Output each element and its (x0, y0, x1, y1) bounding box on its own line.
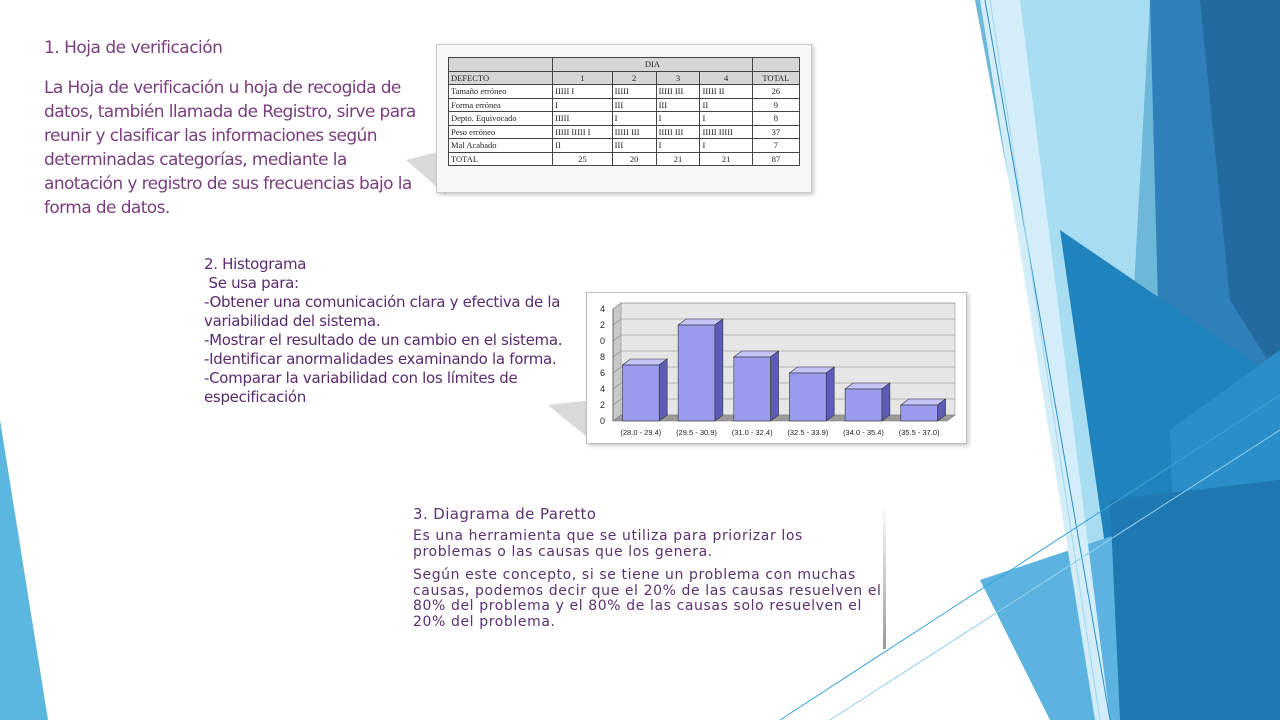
cell-tally: IIIII III (656, 85, 700, 99)
cell-defect: Tamaño erróneo (449, 85, 553, 99)
section3-paragraph-1: Es una herramienta que se utiliza para priorizar los problemas o las causas que los genera. (413, 528, 803, 560)
section2-bullet: -Comparar la variabilidad con los límites de especificación (204, 369, 522, 406)
cell-day-total: 20 (612, 152, 656, 166)
cell-tally: I (700, 112, 752, 126)
header-dia: DIA (553, 58, 753, 72)
bar-side (771, 351, 779, 421)
cell-total: 37 (752, 125, 799, 139)
bar-side (882, 383, 890, 421)
cell-defect: Depto. Equivocado (449, 112, 553, 126)
section2-bullet: -Obtener una comunicación clara y efectiva de la variabilidad del sistema. (204, 293, 565, 330)
cell-tally: I (656, 112, 700, 126)
header-cell-blank (449, 58, 553, 72)
x-tick-label: (32.5 - 33.9) (787, 428, 829, 437)
cell-tally: IIIII IIIII I (553, 125, 613, 139)
cell-tally: II (553, 139, 613, 153)
y-tick-label: 0 (599, 336, 605, 346)
cell-total: 9 (752, 98, 799, 112)
histogram-chart (587, 293, 966, 443)
section3-paragraph-2: Según este concepto, si se tiene un problema con muchas causas, podemos decir que el 20% de las causas resuelven el 80% del problema y el 80% de las causas solo resuelven el 20% del problema. (413, 567, 882, 630)
cell-total: 26 (752, 85, 799, 99)
section2-text (204, 255, 574, 407)
table-row-total (449, 152, 800, 166)
bar (678, 325, 715, 421)
x-tick-label: (28.0 - 29.4) (620, 428, 662, 437)
x-tick-label: (31.0 - 32.4) (731, 428, 773, 437)
cell-defect: Peso erróneo (449, 125, 553, 139)
section1-title: 1. Hoja de verificación (44, 38, 223, 58)
x-tick-label: (34.0 - 35.4) (843, 428, 884, 437)
cell-tally: II (700, 98, 752, 112)
header-cell-blank (752, 58, 799, 72)
cell-tally: I (656, 139, 700, 153)
cell-tally: I (700, 139, 752, 153)
cell-tally: IIIII I (553, 85, 613, 99)
col-defecto: DEFECTO (449, 71, 553, 85)
cell-grand-total: 87 (752, 152, 799, 166)
cell-tally: IIIII III (612, 125, 656, 139)
table-row (449, 125, 800, 139)
section2-subtitle: Se usa para: (204, 274, 299, 292)
col-day-1: 1 (553, 71, 613, 85)
cell-total: 8 (752, 112, 799, 126)
y-tick-label: 4 (599, 304, 605, 314)
check-sheet-table (448, 57, 800, 166)
table-row (449, 98, 800, 112)
bar (622, 365, 659, 421)
cell-day-total: 25 (553, 152, 613, 166)
col-day-4: 4 (700, 71, 752, 85)
cell-day-total: 21 (656, 152, 700, 166)
y-tick-label: 2 (599, 400, 605, 410)
check-sheet-image (436, 44, 812, 193)
cell-tally: III (612, 139, 656, 153)
x-tick-label: (29.5 - 30.9) (676, 428, 717, 437)
bar-side (659, 359, 667, 421)
cell-total: 7 (752, 139, 799, 153)
col-total: TOTAL (752, 71, 799, 85)
chart-back-wall (621, 303, 955, 415)
y-tick-label: 0 (599, 416, 605, 426)
table-row (449, 85, 800, 99)
section2-bullet: -Identificar anormalidades examinando la forma. (204, 350, 557, 368)
cell-tally: I (612, 112, 656, 126)
cell-tally: IIIII IIIII (700, 125, 752, 139)
cell-defect: Forma errónea (449, 98, 553, 112)
bar (845, 389, 882, 421)
x-tick-label: (35.5 - 37.0) (898, 428, 940, 437)
y-tick-label: 6 (599, 368, 605, 378)
section3-title: 3. Diagrama de Paretto (413, 505, 597, 523)
cell-tally: III (612, 98, 656, 112)
bar (789, 373, 826, 421)
chart-side-wall (613, 303, 621, 421)
col-day-2: 2 (612, 71, 656, 85)
cell-tally: IIIII II (700, 85, 752, 99)
cell-tally: III (656, 98, 700, 112)
cell-tally: IIIII (553, 112, 613, 126)
section1-body: La Hoja de verificación u hoja de recogida de datos, también llamada de Registro, sirve para reunir y clasificar las informaciones según determinadas categorías, mediante la anotación y registro de sus frecuencias bajo la forma de datos. (44, 78, 416, 218)
bar (901, 405, 938, 421)
cell-defect: Mal Acabado (449, 139, 553, 153)
col-day-3: 3 (656, 71, 700, 85)
cell-tally: I (553, 98, 613, 112)
cell-day-total: 21 (700, 152, 752, 166)
table-row (449, 112, 800, 126)
bar-side (826, 367, 834, 421)
cell-tally: IIIII III (656, 125, 700, 139)
cell-defect: TOTAL (449, 152, 553, 166)
bar-side (715, 319, 723, 421)
bar (734, 357, 771, 421)
y-tick-label: 8 (599, 352, 605, 362)
table-row (449, 139, 800, 153)
histogram-image (586, 292, 967, 444)
y-tick-label: 2 (599, 320, 605, 330)
section2-title: 2. Histograma (204, 255, 307, 273)
cell-tally: IIIII (612, 85, 656, 99)
y-tick-label: 4 (599, 384, 605, 394)
section2-bullet: -Mostrar el resultado de un cambio en el sistema. (204, 331, 563, 349)
pareto-box-edge (883, 502, 886, 649)
